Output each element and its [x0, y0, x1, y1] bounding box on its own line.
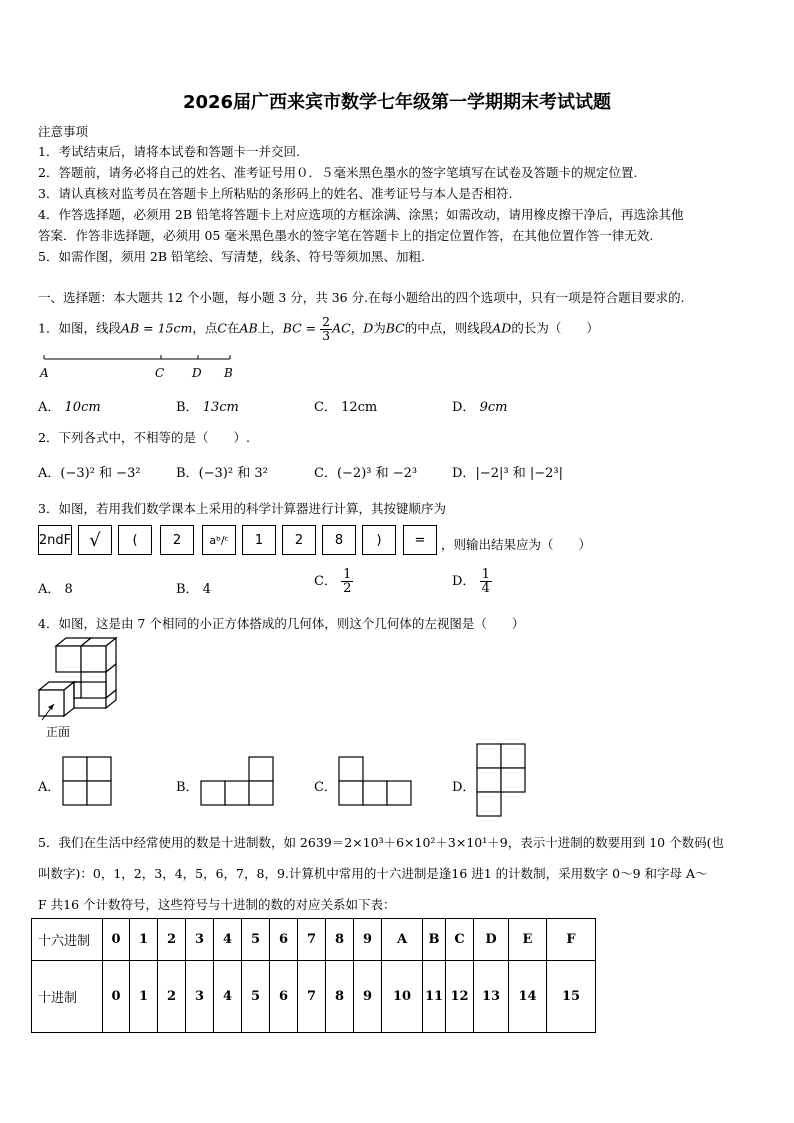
table-cell: 9	[354, 961, 382, 1033]
table-cell: 12	[446, 961, 474, 1033]
question-5-line-3: F 共16 个计数符号，这些符号与十进制的数的对应关系如下表：	[38, 897, 396, 912]
table-cell: 3	[186, 961, 214, 1033]
question-4-stem: 4．如图，这是由 7 个相同的小正方体搭成的几何体，则这个几何体的左视图是（ ）	[38, 616, 525, 631]
calc-key-fraction: aᵇ/ᶜ	[202, 525, 236, 555]
calc-key-1: 1	[242, 525, 276, 555]
question-3-stem: 3．如图，若用我们数学课本上采用的科学计算器进行计算，其按键顺序为	[38, 501, 446, 516]
notice-item-2: 2．答题前，请务必将自己的姓名、准考证号用０．５毫米黑色墨水的签字笔填写在试卷及答题卡的规定位置.	[38, 165, 638, 180]
q1-option-d[interactable]: D． 9cm	[452, 400, 508, 415]
table-cell: 7	[298, 961, 326, 1033]
calc-key-2ndf: 2ndF	[38, 525, 72, 555]
fraction-two-thirds: $\frac{2}{3}$	[322, 314, 331, 343]
point-d-label: D	[192, 366, 202, 380]
calc-key-open-paren: (	[118, 525, 152, 555]
question-5-line-2: 叫数字)：0，1，2，3，4，5，6，7，8，9.计算机中常用的十六进制是逢16 进1 的计数制，采用数字 0～9 和字母 A～	[38, 866, 708, 881]
calc-key-2: 2	[160, 525, 194, 555]
point-b-label: B	[224, 366, 233, 380]
q4-option-a-label[interactable]: A．	[38, 780, 61, 795]
table-cell: 0	[103, 961, 130, 1033]
calc-key-8: 8	[322, 525, 356, 555]
q4-option-d-label[interactable]: D．	[452, 780, 476, 795]
q4-option-d-view	[476, 743, 530, 819]
calc-key-equals: =	[403, 525, 437, 555]
table-cell: 5	[242, 961, 270, 1033]
q2-option-c[interactable]: C．(−2)³ 和 −2³	[314, 466, 418, 481]
table-cell: 十进制	[32, 961, 103, 1033]
table-cell: 6	[270, 919, 298, 961]
table-cell: 4	[214, 919, 242, 961]
q4-option-b-label[interactable]: B．	[176, 780, 199, 795]
hex-decimal-table	[31, 918, 596, 1033]
table-cell: 9	[354, 919, 382, 961]
q3-option-a[interactable]: A． 8	[38, 582, 73, 597]
notice-item-5: 5．如需作图，须用 2B 铅笔绘、写清楚，线条、符号等须加黑、加粗.	[38, 249, 426, 264]
question-3-post: ，则输出结果应为（ ）	[441, 537, 592, 552]
notice-heading: 注意事项	[38, 124, 89, 139]
table-cell: 1	[130, 919, 158, 961]
segment-figure	[38, 350, 238, 382]
table-cell: 十六进制	[32, 919, 103, 961]
q3-option-c[interactable]: C． $\frac{1}{2}$	[314, 567, 352, 596]
table-cell: 8	[326, 919, 354, 961]
notice-item-3: 3．请认真核对监考员在答题卡上所粘贴的条形码上的姓名、准考证号与本人是否相符.	[38, 186, 513, 201]
table-cell: C	[446, 919, 474, 961]
calc-key-sqrt: √	[78, 525, 112, 555]
question-1-stem: 1．如图，线段AB = 15cm，点C在AB上，BC = $\frac{2}{3}$ AC，D为BC的中点，则线段AD的长为（ ）	[38, 314, 599, 343]
calc-key-2b: 2	[282, 525, 316, 555]
table-cell: 2	[158, 919, 186, 961]
q4-option-c-label[interactable]: C．	[314, 780, 337, 795]
q2-option-b[interactable]: B．(−3)² 和 3²	[176, 466, 268, 481]
question-2-stem: 2．下列各式中，不相等的是（ ）.	[38, 430, 250, 445]
table-cell: D	[474, 919, 509, 961]
section-heading: 一、选择题：本大题共 12 个小题，每小题 3 分，共 36 分.在每小题给出的四个选项中，只有一项是符合题目要求的.	[38, 290, 685, 305]
q1-option-b[interactable]: B． 13cm	[176, 400, 239, 415]
q4-option-a-view	[62, 756, 114, 808]
table-cell: 15	[547, 961, 596, 1033]
table-cell: B	[423, 919, 446, 961]
table-cell: 5	[242, 919, 270, 961]
q3-option-d[interactable]: D． $\frac{1}{4}$	[452, 567, 490, 596]
cube-solid-figure	[36, 636, 126, 722]
table-row-hex	[32, 919, 596, 961]
notice-item-1: 1．考试结束后，请将本试卷和答题卡一并交回.	[38, 144, 300, 159]
table-row-decimal	[32, 961, 596, 1033]
table-cell: A	[382, 919, 423, 961]
table-cell: 0	[103, 919, 130, 961]
table-cell: E	[509, 919, 547, 961]
q4-option-b-view	[200, 756, 278, 808]
question-5-line-1: 5．我们在生活中经常使用的数是十进制数，如 2639＝2×10³＋6×10²＋3×10¹＋9，表示十进制的数要用到 10 个数码(也	[38, 835, 724, 850]
point-c-label: C	[155, 366, 165, 380]
q1-option-c[interactable]: C． 12cm	[314, 400, 378, 415]
notice-item-4: 4．作答选择题，必须用 2B 铅笔将答题卡上对应选项的方框涂满、涂黑；如需改动，请用橡皮擦干净后，再选涂其他	[38, 207, 684, 222]
table-cell: 1	[130, 961, 158, 1033]
page-title: 2026届广西来宾市数学七年级第一学期期末考试试题	[182, 92, 612, 113]
q1-option-a[interactable]: A． 10cm	[38, 400, 101, 415]
calc-key-close-paren: )	[362, 525, 396, 555]
notice-item-4-cont: 答案．作答非选择题，必须用 05 毫米黑色墨水的签字笔在答题卡上的指定位置作答，在其他位置作答一律无效.	[38, 228, 654, 243]
q2-option-a[interactable]: A．(−3)² 和 −3²	[38, 466, 141, 481]
q2-option-d[interactable]: D．|−2|³ 和 |−2³|	[452, 466, 563, 481]
table-cell: 4	[214, 961, 242, 1033]
q3-option-b[interactable]: B． 4	[176, 582, 211, 597]
table-cell: 10	[382, 961, 423, 1033]
point-a-label: A	[40, 366, 49, 380]
table-cell: 3	[186, 919, 214, 961]
table-cell: 8	[326, 961, 354, 1033]
table-cell: 6	[270, 961, 298, 1033]
table-cell: 2	[158, 961, 186, 1033]
table-cell: 14	[509, 961, 547, 1033]
front-label: 正面	[46, 725, 71, 739]
table-cell: 7	[298, 919, 326, 961]
table-cell: 13	[474, 961, 509, 1033]
q4-option-c-view	[338, 756, 416, 808]
table-cell: 11	[423, 961, 446, 1033]
table-cell: F	[547, 919, 596, 961]
